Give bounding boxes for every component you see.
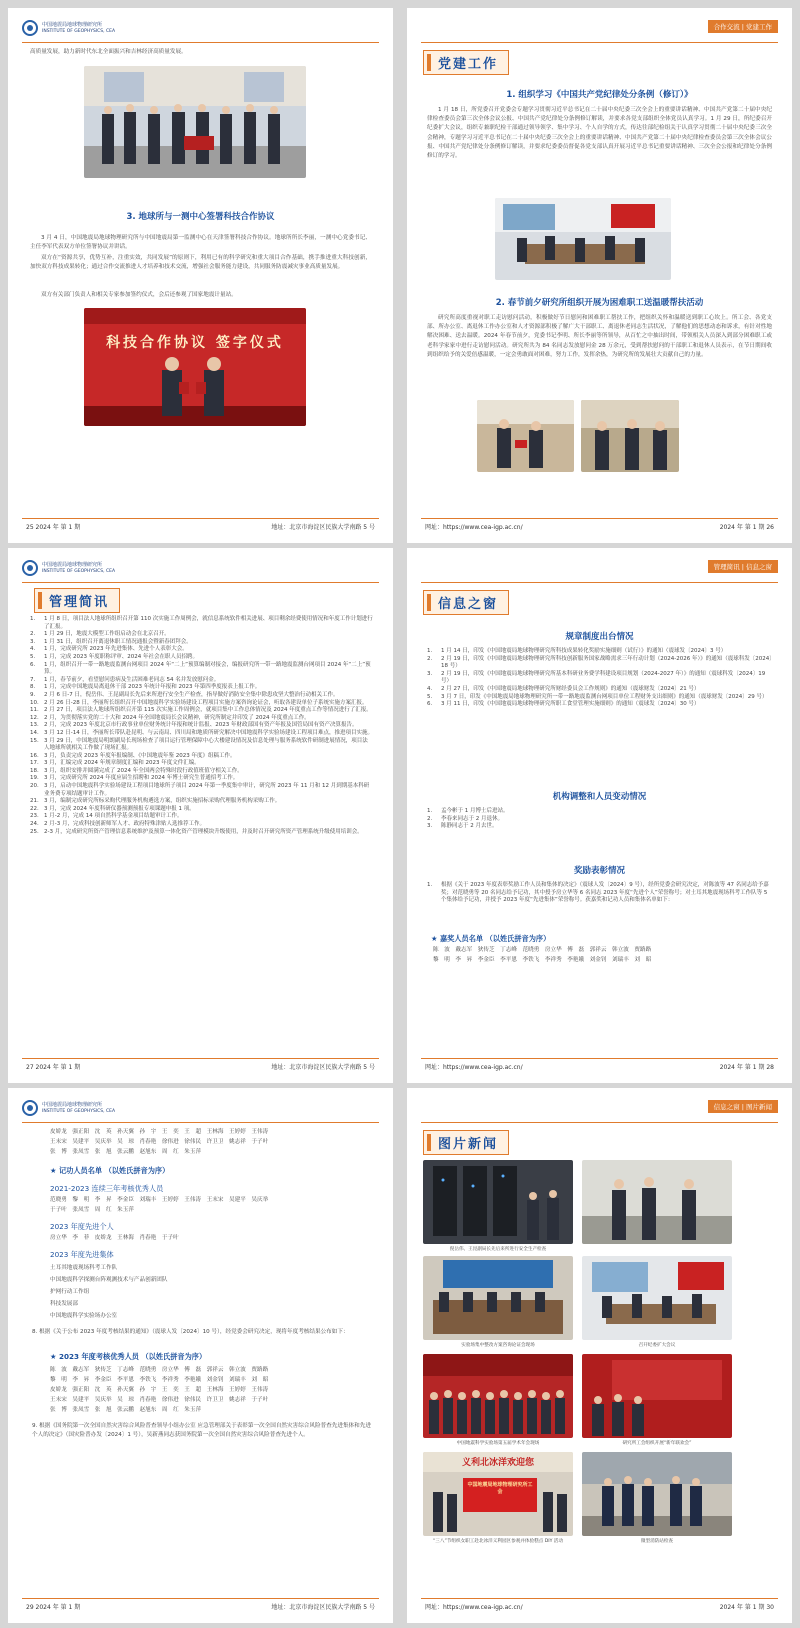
list-number: 13.: [30, 722, 39, 729]
list-text: 3 月，完成研究所 2024 年度应届生招聘和 2024 年博士研究生普通招考工作。: [44, 775, 239, 782]
list-text: 1 月 14 日，印发《中国地震局地球物理研究所科技成果转化奖励实施细则（试行）》的通知（震球发〔2024〕3 号）: [441, 648, 727, 654]
page-number: 2024 年 第 1 期 26: [719, 524, 774, 531]
logo-cn: 中国地震局地球物理研究所: [42, 1101, 103, 1108]
header-divider: [22, 1122, 379, 1123]
header-divider: [22, 42, 379, 43]
merit-heading: ★ 记功人员名单 （以姓氏拼音为序）: [50, 1166, 170, 1175]
list-item: [30, 684, 373, 692]
list-text: 3 月 12 日-14 日，李丽所长带队赴昆明、与云南局、四川局和地质所研究解决中国地震科学实验场建设工程项目难点，推进项目实施。: [44, 729, 373, 736]
list-text: 1 月 29 日，地震大模型工作组启动会在北京召开。: [44, 631, 170, 638]
list-item: [30, 730, 373, 738]
names-row: 陈 波 戴志军 狄传芝 丁志峰 范晓勇 房立华 傅 磊 郭祥云 韩立波 贾路路: [433, 947, 652, 953]
list-number: 10.: [30, 699, 39, 706]
excellent-heading: 2021-2023 连续三年考核优秀人员: [50, 1184, 164, 1193]
photo-caption: 召开纪委扩大会议: [638, 1343, 676, 1348]
list-item: 1. 根据《关于 2023 年度表彰奖励工作人员和集体的决定》（震球人发〔2024〕9 号），经所党委会研究决定，对陈波等 47 名同志给予嘉奖；对范晓勇等 20 名同志给予记功，其中授予房立华等 6 名同志 2023 年度“先进个人”荣誉称号；对土耳其地震现场科考工作队等 5 个集体给予记功，并授予 2023 年度“先进集体”荣誉称号。获嘉奖和记功人员和集体名单如下：: [427, 882, 769, 904]
list-number: 25.: [30, 828, 39, 835]
names-row: 范晓勇 黎 明 李 昇 李金臣 刘瑞丰 王婷婷 王伟涛 王末宋 吴建平 吴庆举: [50, 1197, 269, 1203]
list-number: 6.: [30, 661, 36, 668]
list-text: 3 月 7 日，印发《中国地震局地球物理研究所一带一路地震监测台网项目单位工程财务支出细则》的通知（震球财发〔2024〕29 号）: [441, 693, 768, 700]
section-title: 党建工作: [423, 50, 509, 75]
collectives-heading: 2023 年度先进集体: [50, 1250, 114, 1259]
list-text: 1 月，春节前夕，看望慰问患病及生活困难老同志 54 名并发放慰问金。: [44, 676, 220, 683]
list-text: 3 月 11 日，印发《中国地震局地球物理研究所职工食堂管理实施细则》的通知（震球发〔2024〕30 号）: [441, 701, 700, 708]
footer-divider: [421, 518, 778, 519]
list-number: 20.: [30, 783, 39, 790]
list-text: 孟今彬于 1 月博士后进站。: [441, 808, 509, 814]
list-number: 21.: [30, 798, 39, 805]
list-number: 1.: [427, 648, 433, 654]
list-text: 3 月，编制完成研究所标采购代理服务机构遴选方案，组织实施招标采购代理服务机构采购工作。: [44, 798, 281, 805]
list-text: 1 月，完成中国地震局离退休干部 2023 年统计年报和 2023 年第四季度报表上报工作。: [44, 684, 261, 691]
list-number: 9.: [30, 691, 36, 698]
individuals-heading: 2023 年度先进个人: [50, 1222, 114, 1231]
list-item: [30, 738, 373, 753]
page-28: [407, 548, 792, 1083]
logo-cn: 中国地震局地球物理研究所: [42, 561, 103, 568]
collective-item: 科技发展部: [50, 1301, 78, 1307]
photo-visit-2: [581, 400, 679, 472]
logo-en: INSTITUTE OF GEOPHYSICS, CEA: [42, 568, 116, 574]
list-number: 23.: [30, 813, 39, 820]
names-row: 王末宋 吴建平 吴庆举 吴 琼 肖春艳 徐伟进 徐伟民 许卫卫 姚志祥 于子叶: [50, 1139, 269, 1145]
list-number: 24.: [30, 821, 39, 828]
footer-divider: [421, 1058, 778, 1059]
list-item: [427, 671, 772, 686]
photo-signing: [84, 308, 306, 426]
header-divider: [421, 1122, 778, 1123]
photo-caption: 倪岳伟、王昆副局长先后来所进行安全生产检查: [449, 1247, 547, 1252]
list-number: 3.: [427, 670, 433, 677]
header-tag: 信息之窗 | 图片新闻: [708, 1100, 778, 1113]
list-item: [30, 616, 373, 631]
list-item: [30, 662, 373, 677]
list-number: 1.: [30, 616, 36, 622]
list-text: 2 月，为贯彻落实党的二十大和 2024 年全国地震局长会议精神，研究所制定并印发了 2024 年度重点工作。: [44, 714, 310, 721]
list-number: 1.: [427, 808, 433, 814]
list-item: [30, 775, 373, 783]
header-divider: [421, 42, 778, 43]
header-divider: [421, 582, 778, 583]
photo-visit-1: [477, 400, 574, 472]
section-heading: 3. 地球所与一测中心签署科技合作协议: [126, 212, 275, 222]
list-text: 陈静同志于 2 月去世。: [441, 823, 498, 830]
news-photo-2: [582, 1160, 732, 1244]
names-row: 黎 明 李 昇 李金臣 李平恩 李铁飞 李祥秀 李艳娥 刘金钊 刘瑞丰 刘 昭: [50, 1377, 269, 1383]
list-number: 16.: [30, 752, 39, 759]
list-item: [30, 783, 373, 798]
list-item: [30, 707, 373, 715]
news-photo-1: [423, 1160, 573, 1244]
heading-1: 1. 组织学习《中国共产党纪律处分条例（修订）》: [506, 90, 693, 100]
list-number: 19.: [30, 775, 39, 782]
heading-2: 2. 春节前夕研究所组织开展为困难职工送温暖帮扶活动: [495, 298, 704, 308]
names-row: 陈 波 戴志军 狄传芝 丁志峰 范晓勇 房立华 傅 磊 郭祥云 韩立波 贾路路: [50, 1367, 269, 1373]
photo-caption: 中国地震科学实验场第五届学术年会现场: [456, 1441, 540, 1446]
list-number: 22.: [30, 805, 39, 812]
list-item: [427, 656, 772, 671]
list-item: [30, 829, 373, 837]
list-number: 5.: [427, 693, 433, 700]
collective-item: 中国地震科学探测台阵观测技术与产品创新团队: [50, 1277, 168, 1283]
paragraph-1: 3 月 4 日，中国地震局地球物理研究所与中国地震局第一监测中心在天津签署科技合作协议。地球所所长李丽，一测中心党委书记、主任李军代表双方单位签署协议并讲话。: [30, 235, 371, 251]
section-title: 信息之窗: [423, 590, 509, 615]
list-item: [427, 808, 772, 816]
sign-banner: 中国地震局地球物理研究所工会: [467, 1482, 533, 1495]
list-text: 2 月，完成 2023 年度北京市行政事业单位财务统计年报和统计监报、2023 年财政部国有资产年报及国管局国有资产决算报告。: [44, 722, 358, 729]
list-number: 7.: [30, 676, 36, 683]
names-row: 黎 明 李 昇 李金臣 李平恩 李铁飞 李祥秀 李艳娥 刘金钊 刘瑞丰 刘 昭: [433, 957, 652, 963]
page-number: 2024 年 第 1 期 28: [719, 1064, 774, 1071]
names-row: 房立华 李 菲 皮娇龙 王林海 肖春艳 于子叶: [50, 1235, 179, 1241]
collective-item: 土耳其地震现场科考工作队: [50, 1265, 118, 1271]
list-number: 2.: [427, 815, 433, 822]
list-item: [30, 646, 373, 654]
list-number: 4.: [30, 646, 36, 653]
news-photo-8: [582, 1452, 732, 1536]
list-text: 3 月，负责完成 2023 年度年报编制、《中国地震年鉴 2023 年度》组稿工作。: [44, 752, 236, 759]
names-row: 皮娇龙 强正阳 沈 英 孙天翼 孙 宇 王 奕 王 超 王林海 王婷婷 王伟涛: [50, 1387, 269, 1393]
paragraph-3: 双方有关部门负责人和相关专家参加签约仪式，会后还参观了国家地震计量站。: [41, 292, 237, 298]
collective-item: 护网行动工作组: [50, 1289, 90, 1295]
list-text: 1 月-2 月，完成 14 项自然科学基金项目结题审计工作。: [44, 813, 183, 820]
page-header: [22, 1100, 379, 1120]
photo-caption: “三八”节组织女职工赴北冰洋义利园区参观并体验糕点 DIY 活动: [432, 1539, 564, 1544]
photo-group: [84, 66, 306, 178]
names-row: 张 博 张凤雪 张 旭 张云鹏 赵旭东 周 红 朱玉萍: [50, 1149, 202, 1155]
institute-emblem-icon: [22, 1100, 38, 1116]
footer-divider: [421, 1598, 778, 1599]
header-tag: 合作交流 | 党建工作: [708, 20, 778, 33]
list-number: 2.: [30, 631, 36, 638]
paragraph-1: 1 月 18 日，所党委召开党委会专题学习贯彻习近平总书记在二十届中央纪委三次全会上的重要讲话精神、中国共产党第二十届中央纪律检查委员会第三次全体会议公报、中国共产党纪律处分条例修订解读，并要求各党支部组织全体党员认真学习。1 月 29 日，所纪委召开纪委扩大会议，组织专兼职纪检干部通过领导领学、集中学习、个人自学的方式，传达往部纪检组关于认真学习贯彻二十届中央纪委三次全会精神，专题学习习近平总书记在二十届中央纪委三次全会上的重要讲话精神、中国共产党第二十届中央纪律检查委员会第三次全体会议公报、中国共产党纪律处分条例修订解读，并要求纪委委员督促各党支部认真开展习近平总书记重要讲话精神、三次全会公报和纪律处分条例修订的学习。: [427, 107, 772, 160]
list-number: 15.: [30, 737, 39, 744]
list-item: [30, 821, 373, 829]
award-paragraph: 根据《关于 2023 年度表彰奖励工作人员和集体的决定》（震球人发〔2024〕9 号），经所党委会研究决定，对陈波等 47 名同志给予嘉奖；对范晓勇等 20 名同志给予记功，其中授予房立华等 6 名同志 2023 年度“先进个人”荣誉称号；对土耳其地震现场科考工作队等 5 个集体给予记功，并授予 2023 年度“先进集体”荣誉称号。获嘉奖和记功人员和集体名单如下：: [441, 882, 769, 904]
names-row: 王末宋 吴建平 吴庆举 吴 琼 肖春艳 徐伟进 徐伟民 许卫卫 姚志祥 于子叶: [50, 1397, 269, 1403]
photo-caption: 微型消防站检查: [640, 1539, 674, 1544]
list-item: [427, 686, 772, 694]
sign-welcome: 义利北冰洋欢迎您: [461, 1458, 534, 1468]
list-number: 14.: [30, 729, 39, 736]
heading-rules: 规章制度出台情况: [565, 632, 634, 642]
header-divider: [22, 582, 379, 583]
list-item: [30, 631, 373, 639]
management-news-list: [30, 616, 373, 836]
page-number: 29 2024 年 第 1 期: [26, 1604, 81, 1611]
list-number: 4.: [427, 685, 433, 692]
page-27: [8, 548, 393, 1083]
list-number: 5.: [30, 653, 36, 660]
list-item: [30, 654, 373, 662]
list-text: 李春来同志于 2 月退休。: [441, 815, 503, 822]
list-number: 3.: [427, 823, 433, 830]
page-number: 27 2024 年 第 1 期: [26, 1064, 81, 1071]
institute-logo: [22, 1100, 115, 1116]
signing-banner-text: 科技合作协议 签字仪式: [106, 335, 284, 351]
list-text: 1 月 8 日，项目法人地球所组织召开第 110 次实施工作周例会，就信息系统软件相关进展、项目剩余经费使用情况和年度工作计划进行了汇报。: [44, 616, 373, 630]
list-text: 2 月 27 日，印发《中国地震局地球物理研究所财经委员会工作规则》的通知（震球财发〔2024〕21 号）: [441, 685, 700, 692]
rules-list: [427, 648, 772, 709]
footer-divider: [22, 518, 379, 519]
address: 地址：北京市海淀区民族大学南路 5 号: [271, 1604, 375, 1611]
list-number: 12.: [30, 714, 39, 721]
item-9: 9. 根据《国务院第一次全国自然灾害综合风险普查领导小组办公室 应急管理部关于表彰第一次全国自然灾害综合风险普查先进集体和先进个人的决定》（国灾险普办发〔2024〕1 号），吴新燕同志获国务院第一次全国自然灾害综合风险普查先进个人。: [32, 1423, 371, 1438]
list-number: 2.: [427, 655, 433, 662]
section-title: 图片新闻: [423, 1130, 509, 1155]
news-photo-3: [423, 1256, 573, 1340]
page-number: 25 2024 年 第 1 期: [26, 524, 81, 531]
logo-cn: 中国地震局地球物理研究所: [42, 21, 103, 28]
page-30: [407, 1088, 792, 1623]
list-item: [30, 760, 373, 768]
news-photo-7: [423, 1452, 573, 1536]
page-26: [407, 8, 792, 543]
website: 网址：https://www.cea-igp.ac.cn/: [425, 1604, 523, 1611]
yearly-heading: ★ 2023 年度考核优秀人员 （以姓氏拼音为序）: [50, 1352, 207, 1361]
list-text: 3 月，完成 2024 年度科研仪器预测预报专项课题申报 1 项。: [44, 805, 195, 812]
website: 网址：https://www.cea-igp.ac.cn/: [425, 1064, 523, 1071]
list-text: 2 月 6 日-7 日，倪岳伟、王昆副局长先后来所进行安全生产检查，指导做好消防安全集中除患攻坚大整治行动相关工作。: [44, 691, 339, 698]
news-photo-4: [582, 1256, 732, 1340]
list-text: 3 月 29 日，中国地震局明朗副局长现场检查了项目运行管理保障中心大楼建设情况及信息处理与服务系统软件研制进展情况，项目法人地球所就相关工作做了现场汇报。: [44, 737, 368, 752]
address: 地址：北京市海淀区民族大学南路 5 号: [271, 1064, 375, 1071]
names-row: 于子叶 张凤雪 周 红 朱玉萍: [50, 1207, 134, 1213]
list-text: 2 月 27 日，项目法人地球所组织召开第 115 次实施工作周例会，就项目集中工作总体情况及 2024 年度重点工作等情况进行了汇报。: [44, 707, 372, 714]
paragraph-2: 双方在“资源共享，优势互补，注重实效，共同发展”的原则下，利用已有的科学研究和重大项目合作基础，携手推进重大科技创新，加快双方科技成果转化；通过合作交流推进人才培养和技术交流，增强社会服务能力建设，共同服务防震减灾事业高质量发展。: [30, 255, 371, 271]
page-29: [8, 1088, 393, 1623]
institute-logo: [22, 20, 115, 36]
logo-en: INSTITUTE OF GEOPHYSICS, CEA: [42, 28, 116, 34]
heading-awards: 奖励表彰情况: [573, 866, 625, 876]
header-tag: 管理简讯 | 信息之窗: [708, 560, 778, 573]
list-number: 18.: [30, 767, 39, 774]
list-text: 1 月 31 日，组织召开离退休职工情况通报会暨新春团拜会。: [44, 638, 192, 645]
list-number: 11.: [30, 707, 39, 714]
list-item: [30, 700, 373, 708]
footer-divider: [22, 1598, 379, 1599]
photo-meeting: [495, 198, 671, 280]
page-header: [22, 560, 379, 580]
page-number: 2024 年 第 1 期 30: [719, 1604, 774, 1611]
footer-divider: [22, 1058, 379, 1059]
photo-caption: 实验场集中整改方案咨询论证会现场: [461, 1343, 535, 1348]
names-row: 皮娇龙 强正阳 沈 英 孙天翼 孙 宇 王 奕 王 超 王林海 王婷婷 王伟涛: [50, 1129, 269, 1135]
institute-emblem-icon: [22, 20, 38, 36]
list-item: [30, 798, 373, 806]
list-text: 2 月 26 日-28 日，李丽所长组织召开中国地震科学实验场建设工程项目实施方案咨询论证会，听取各建设单位子系统实施方案汇报。: [44, 699, 368, 706]
collective-item: 中国地震科学实验场办公室: [50, 1313, 118, 1319]
intro-text: 高质量发展，助力新时代东北全面振兴和吉林经济高质量发展。: [30, 49, 187, 55]
logo-en: INSTITUTE OF GEOPHYSICS, CEA: [42, 1108, 116, 1114]
list-text: 1 月，完成 2023 年度职称评审、2024 年社会在职人员招聘。: [44, 653, 198, 660]
list-number: 17.: [30, 760, 39, 767]
page-25: [8, 8, 393, 543]
list-number: 8.: [30, 684, 36, 691]
list-item: [427, 701, 772, 709]
list-text: 1 月，组织召开一带一路地震监测台网项目 2024 年“二上”预算编制对接会，编报研究所一带一路地震监测台网项目 2024 年“二上”预算。: [44, 661, 371, 676]
awards-list: [427, 882, 772, 905]
names-row: 张 博 张凤雪 张 旭 张云鹏 赵旭东 周 红 朱玉萍: [50, 1407, 202, 1413]
list-text: 2-3 月，完成研究所资产管理信息系统维护及预算一体化资产管理模块升级使用，并及时召开研究所资产管理系统升级使用培训会。: [44, 828, 363, 835]
section-title: 管理简讯: [34, 588, 120, 613]
list-text: 2 月 19 日，印发《中国地震局地球物理研究所科技创新服务国家战略需求三年行动计划（2024-2026 年）》的通知（震球科发〔2024〕18 号）: [441, 655, 772, 670]
photo-caption: 研究所工会组织开展“新年联欢会”: [622, 1441, 692, 1446]
staff-list: [427, 808, 772, 831]
page-header: [22, 20, 379, 40]
list-item: [30, 813, 373, 821]
list-item: [427, 823, 772, 831]
list-text: 2 月 19 日，印发《中国地震局地球物理研究所基本科研业务费学科建设项目规划（2024-2027 年）》的通知（震球科发〔2024〕19 号）: [441, 670, 766, 685]
heading-staff: 机构调整和人员变动情况: [552, 792, 647, 802]
item-8: 8. 根据《关于公布 2023 年度考核结果的通知》（震球人发〔2024〕10 号），经党委会研究决定，现将年度考核结果公布如下：: [32, 1329, 349, 1335]
list-text: 3 月，启动中国地震科学实验场建设工程项目地球所子项目 2024 年第一季度集中审计，研究所 2023 年 11 月和 12 月到期基本科研业务费专项结题审计工作。: [44, 783, 370, 797]
list-text: 2 月-3 月，完成科技创新师军人才、政府特殊津贴人选推荐工作。: [44, 821, 205, 828]
list-text: 3 月，汇编完成 2024 年规章制度汇编和 2023 年度文件汇编。: [44, 760, 200, 767]
list-number: 6.: [427, 701, 433, 708]
list-item: [30, 692, 373, 700]
list-text: 3 月，组织安排并圆满完成了 2024 年全国两会特殊时段行政值班值守相关工作。: [44, 767, 243, 774]
institute-emblem-icon: [22, 560, 38, 576]
news-photo-5: [423, 1354, 573, 1438]
news-photo-6: [582, 1354, 732, 1438]
list-item: [30, 722, 373, 730]
website: 网址：https://www.cea-igp.ac.cn/: [425, 524, 523, 531]
institute-logo: [22, 560, 115, 576]
paragraph-2: 研究所高度重视对职工走访慰问活动，积极做好节日慰问和困难职工帮扶工作，把组织关怀和温暖送到职工心坎上。所工会、各党支部、所办公室、离退休工作办公室和人才资源部积极了解广大干部职工、离退休老同志生活状况，了解他们的思想动态和诉求，有针对性地解决困难、送去温暖。2024 年春节前夕，党委书记李明、所长李丽等所领导，从百忙之中抽出时间，带领相关人员深入到部分困难职工或老科学家家中进行走访慰问活动。研究所共为 84 名同志发放慰问金 28 万余元，受到帮扶慰问的干部职工和退休人员表示，在节日期间收到组织给予的关爱倍感温暖，一定会勇敢面对困难，努力工作，发挥余热，为研究所的发展壮大贡献自己的力量。: [427, 315, 772, 358]
list-item: [427, 648, 772, 656]
list-number: 3.: [30, 638, 36, 645]
award-heading: ★ 嘉奖人员名单 （以姓氏拼音为序）: [431, 934, 551, 943]
list-text: 1 月，完成研究所 2023 年先进集体、先进个人表彰大会。: [44, 646, 188, 653]
address: 地址：北京市海淀区民族大学南路 5 号: [271, 524, 375, 531]
